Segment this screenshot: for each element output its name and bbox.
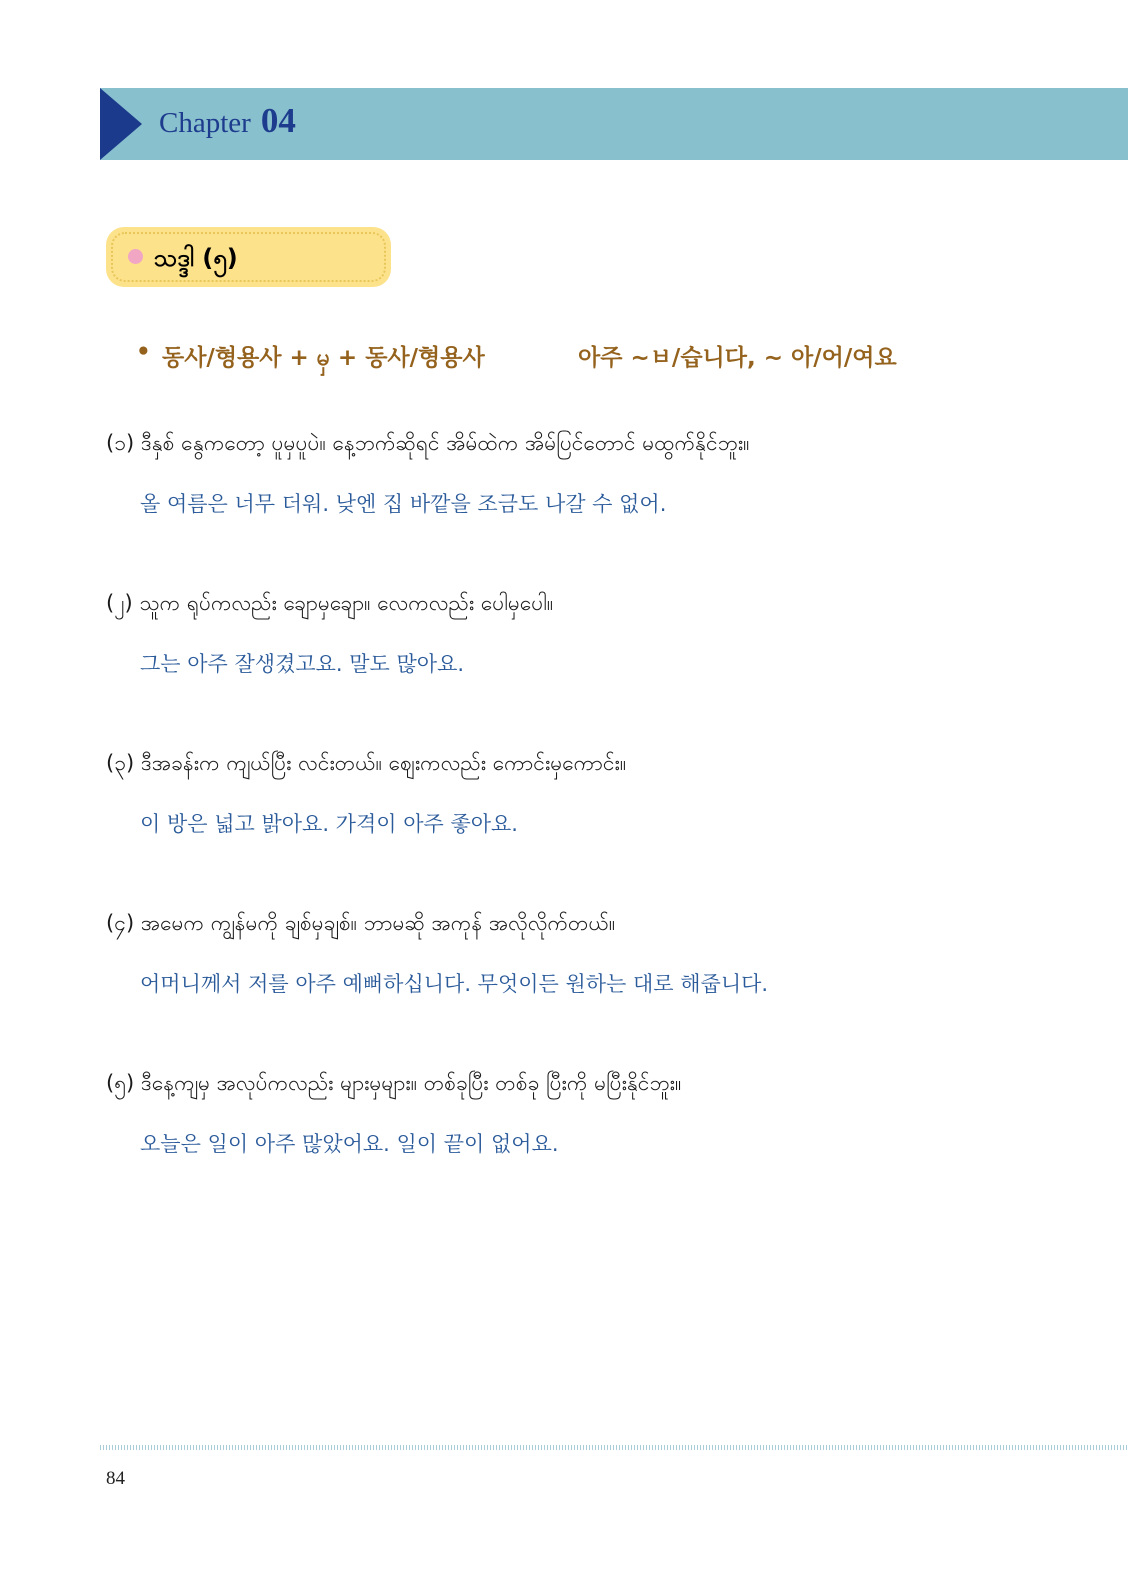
page-number: 84 [106,1468,125,1489]
example-myanmar: (၁) ဒီနှစ် နွေကတော့ ပူမှပူပဲ။ နေ့ဘက်ဆိုရင် အိမ်ထဲက အိမ်ပြင်တောင် မထွက်နိုင်ဘူး။ [106,431,750,455]
example-1 [106,425,1106,519]
chapter-number: 04 [260,101,296,140]
chapter-arrow-icon [100,88,142,160]
grammar-tag-label: သဒ္ဒါ (၅) [154,244,238,272]
example-4 [106,905,1106,999]
grammar-tag [106,227,391,287]
example-korean: 이 방은 넓고 밝아요. 가격이 아주 좋아요. [140,812,518,836]
example-korean: 어머니께서 저를 아주 예뻐하십니다. 무엇이든 원하는 대로 해줍니다. [140,972,769,996]
example-myanmar: (၅) ဒီနေ့ကျမှ အလုပ်ကလည်း များမှများ။ တစ်ခုပြီး တစ်ခု ပြီးကို မပြီးနိုင်ဘူး။ [106,1071,682,1095]
chapter-header [100,88,1128,160]
bullet-icon: • [136,339,151,365]
example-5 [106,1065,1106,1159]
pattern-meaning: 아주 ~ㅂ/습니다, ~ 아/어/여요 [578,345,897,371]
footer-divider [100,1445,1128,1450]
example-myanmar: (၄) အမေက ကျွန်မကို ချစ်မှချစ်။ ဘာမဆို အကုန် အလိုလိုက်တယ်။ [106,911,616,935]
pattern-formula: 동사/형용사 + မှ + 동사/형용사 [162,345,485,371]
example-3 [106,745,1106,839]
grammar-pattern [136,337,1116,377]
example-myanmar: (၃) ဒီအခန်းက ကျယ်ပြီး လင်းတယ်။ ဈေးကလည်း ကောင်းမှကောင်း။ [106,751,627,775]
chapter-title [159,101,296,141]
example-korean: 오늘은 일이 아주 많았어요. 일이 끝이 없어요. [140,1132,559,1156]
tag-dotted-border [111,232,386,282]
example-korean: 올 여름은 너무 더워. 낮엔 집 바깥을 조금도 나갈 수 없어. [140,492,667,516]
example-2 [106,585,1106,679]
chapter-word: Chapter [159,107,251,139]
example-myanmar: (၂) သူက ရုပ်ကလည်း ချောမှချော။ လေကလည်း ပေါမှပေါ။ [106,591,554,615]
example-korean: 그는 아주 잘생겼고요. 말도 많아요. [140,652,465,676]
pink-dot-icon [128,249,143,264]
